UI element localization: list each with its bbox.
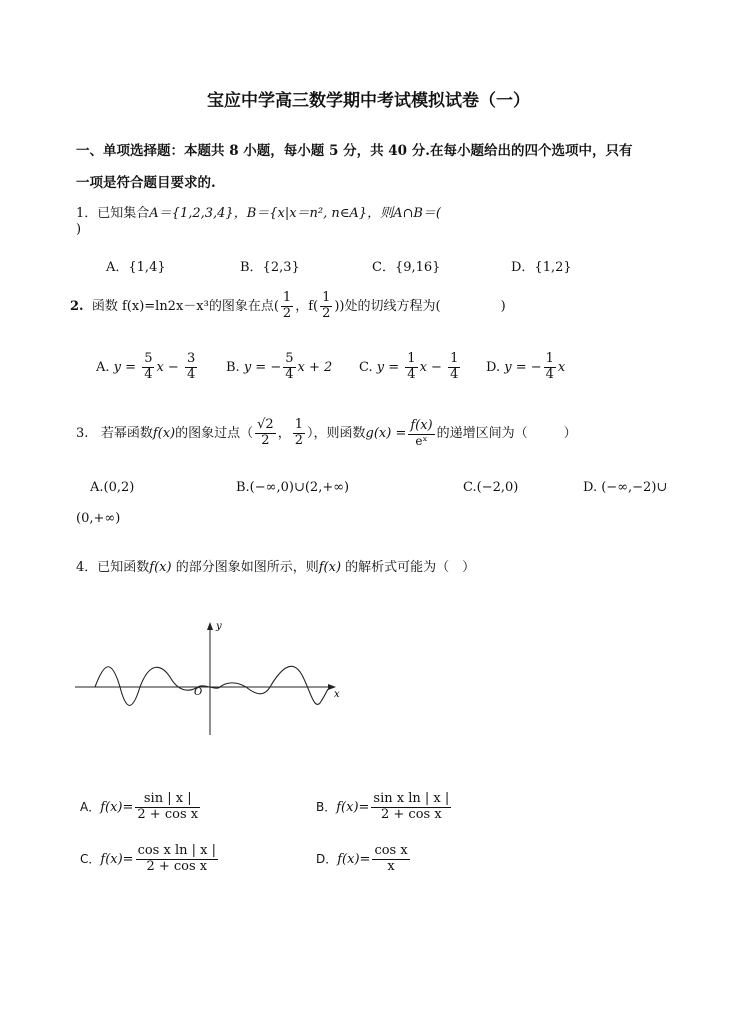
q4-option-c-label: C． (80, 851, 101, 866)
q2-stem (70, 291, 506, 322)
section-heading-line2: 一项是符合题目要求的. (76, 175, 216, 191)
q3-stem-c: ），则函数 (307, 425, 366, 441)
q4-option-b-lhs: f(x)= (336, 799, 370, 815)
q2-option-b-pre: y = − (243, 359, 282, 375)
q2-fpoint-frac-num: 1 (322, 290, 331, 305)
q2-c-f2-den: 4 (450, 366, 459, 382)
q2-a-f2-num: 3 (186, 351, 196, 366)
q4-stem-b: 的部分图象如图所示，则 (175, 560, 319, 575)
q4-a-den: 2 + cos x (137, 806, 199, 822)
q2-option-a (96, 352, 199, 383)
q4-option-c (80, 844, 220, 875)
q4-stem (76, 556, 475, 575)
q3-g-den: eˣ (415, 433, 428, 448)
q2-point-frac-den: 2 (282, 305, 292, 321)
q2-d-f1-den: 4 (545, 366, 554, 382)
q2-b-f1-den: 4 (285, 366, 294, 382)
q2-option-d-pre: y = − (504, 359, 542, 375)
q2-option-d-label: D. (486, 359, 501, 375)
q4-option-d-lhs: f(x)= (337, 851, 371, 867)
q2-b-f1-num: 5 (285, 351, 294, 366)
q4-c-num: cos x ln | x | (137, 843, 216, 858)
q3-option-c: C.(−2,0) (463, 480, 519, 495)
q4-stem-a: 4．已知函数 (76, 560, 150, 575)
q3-comma: ， (277, 425, 291, 441)
q1-option-c: C．{9,16} (372, 260, 441, 275)
section-heading-line1: 一、单项选择题：本题共 8 小题，每小题 5 分，共 40 分.在每小题给出的四个选项中，只有 (76, 143, 633, 159)
q1-option-a: A．{1,4} (106, 260, 166, 275)
q2-option-a-label: A. (96, 359, 110, 375)
q3-p2-den: 2 (294, 432, 303, 448)
q1-stem (76, 202, 441, 221)
q3-p2-num: 1 (294, 417, 303, 432)
q1-option-b: B．{2,3} (240, 260, 300, 275)
q2-point-frac-num: 1 (282, 290, 292, 305)
q3-number: 3. (76, 425, 89, 441)
q4-option-d-label: D． (316, 851, 338, 866)
q2-option-b (226, 352, 332, 383)
q2-a-f1-den: 4 (144, 366, 153, 382)
q4-option-b (316, 792, 453, 823)
q2-option-c-label: C. (359, 359, 373, 375)
q2-a-f2-den: 4 (186, 366, 196, 382)
q3-option-b: B.(−∞,0)∪(2,+∞) (236, 480, 350, 495)
q2-option-c-pre: y = (376, 359, 404, 375)
q4-option-b-label: B． (316, 799, 337, 814)
q3-p1-den: 2 (261, 432, 270, 448)
q2-number: 2. (70, 298, 84, 314)
q3-stem-e: ） (563, 425, 577, 441)
q2-option-b-label: B. (226, 359, 240, 375)
q2-option-a-mid: x − (156, 359, 183, 375)
q3-p1-num: √2 (257, 417, 274, 432)
q3-option-d-cont: (0,+∞) (76, 511, 121, 526)
graph-x-label: x (334, 689, 340, 700)
q2-option-a-pre: y = (113, 359, 141, 375)
q2-option-c-mid: x − (419, 359, 447, 375)
graph-y-label: y (216, 621, 222, 632)
q1-option-d: D．{1,2} (511, 260, 572, 275)
q4-d-den: x (387, 858, 395, 874)
q4-a-num: sin | x | (135, 792, 200, 808)
q2-c-f1-den: 4 (407, 366, 416, 382)
q2-option-d-mid: x (557, 359, 566, 375)
q1-stem-a: 1．已知集合 (76, 206, 150, 221)
graph-origin-label: O (194, 687, 203, 698)
q4-option-d (316, 844, 412, 875)
q4-d-num: cos x (374, 843, 408, 858)
q3-option-a: A.(0,2) (90, 480, 135, 495)
q4-option-a-label: A． (80, 799, 101, 814)
page-title: 宝应中学高三数学期中考试模拟试卷（一） (207, 91, 530, 111)
q2-option-c (359, 352, 462, 383)
q2-c-f1-num: 1 (407, 351, 416, 366)
q4-fx2: f(x) (318, 560, 342, 575)
q2-stem-b: ，f( (295, 298, 319, 314)
q3-stem-a: 若幂函数 (100, 425, 153, 441)
q4-option-a-lhs: f(x)= (100, 799, 134, 815)
q2-stem-d: ) (500, 298, 506, 314)
q4-fx1: f(x) (149, 560, 172, 575)
q3-g-num: f(x) (410, 417, 433, 433)
q2-d-f1-num: 1 (545, 351, 554, 366)
q2-fpoint-frac-den: 2 (322, 305, 331, 321)
q4-b-den: 2 + cos x (381, 806, 442, 822)
q4-option-a (80, 792, 202, 823)
q1-stem-b: A＝{1,2,3,4}，B＝{x|x＝n², n∈A}，则A∩B＝( (149, 206, 441, 221)
q3-option-d: D. (−∞,−2)∪ (583, 480, 668, 495)
q2-stem-c: ))处的切线方程为( (334, 298, 441, 314)
q1-stem-close: ) (76, 222, 82, 237)
q2-stem-a: 函数 f(x)=ln2x－x³的图象在点( (91, 298, 279, 314)
q4-function-graph (70, 615, 350, 740)
q4-c-den: 2 + cos x (146, 858, 208, 874)
q3-gx: g(x) = (365, 425, 407, 441)
q3-stem-d: 的递增区间为（ (436, 425, 528, 441)
q3-stem-b: 的图象过点（ (175, 425, 254, 441)
q2-option-b-mid: x + 2 (297, 359, 333, 375)
graph-y-arrow (207, 622, 213, 630)
q2-option-d (486, 352, 565, 383)
q4-b-num: sin x ln | x | (373, 791, 450, 806)
q2-a-f1-num: 5 (144, 351, 153, 366)
q3-stem (76, 418, 577, 449)
q4-option-c-lhs: f(x)= (100, 851, 134, 867)
q4-stem-c: 的解析式可能为（ ） (345, 560, 476, 575)
graph-curve (95, 666, 328, 705)
q2-c-f2-num: 1 (450, 351, 459, 366)
q3-fx: f(x) (152, 425, 176, 441)
